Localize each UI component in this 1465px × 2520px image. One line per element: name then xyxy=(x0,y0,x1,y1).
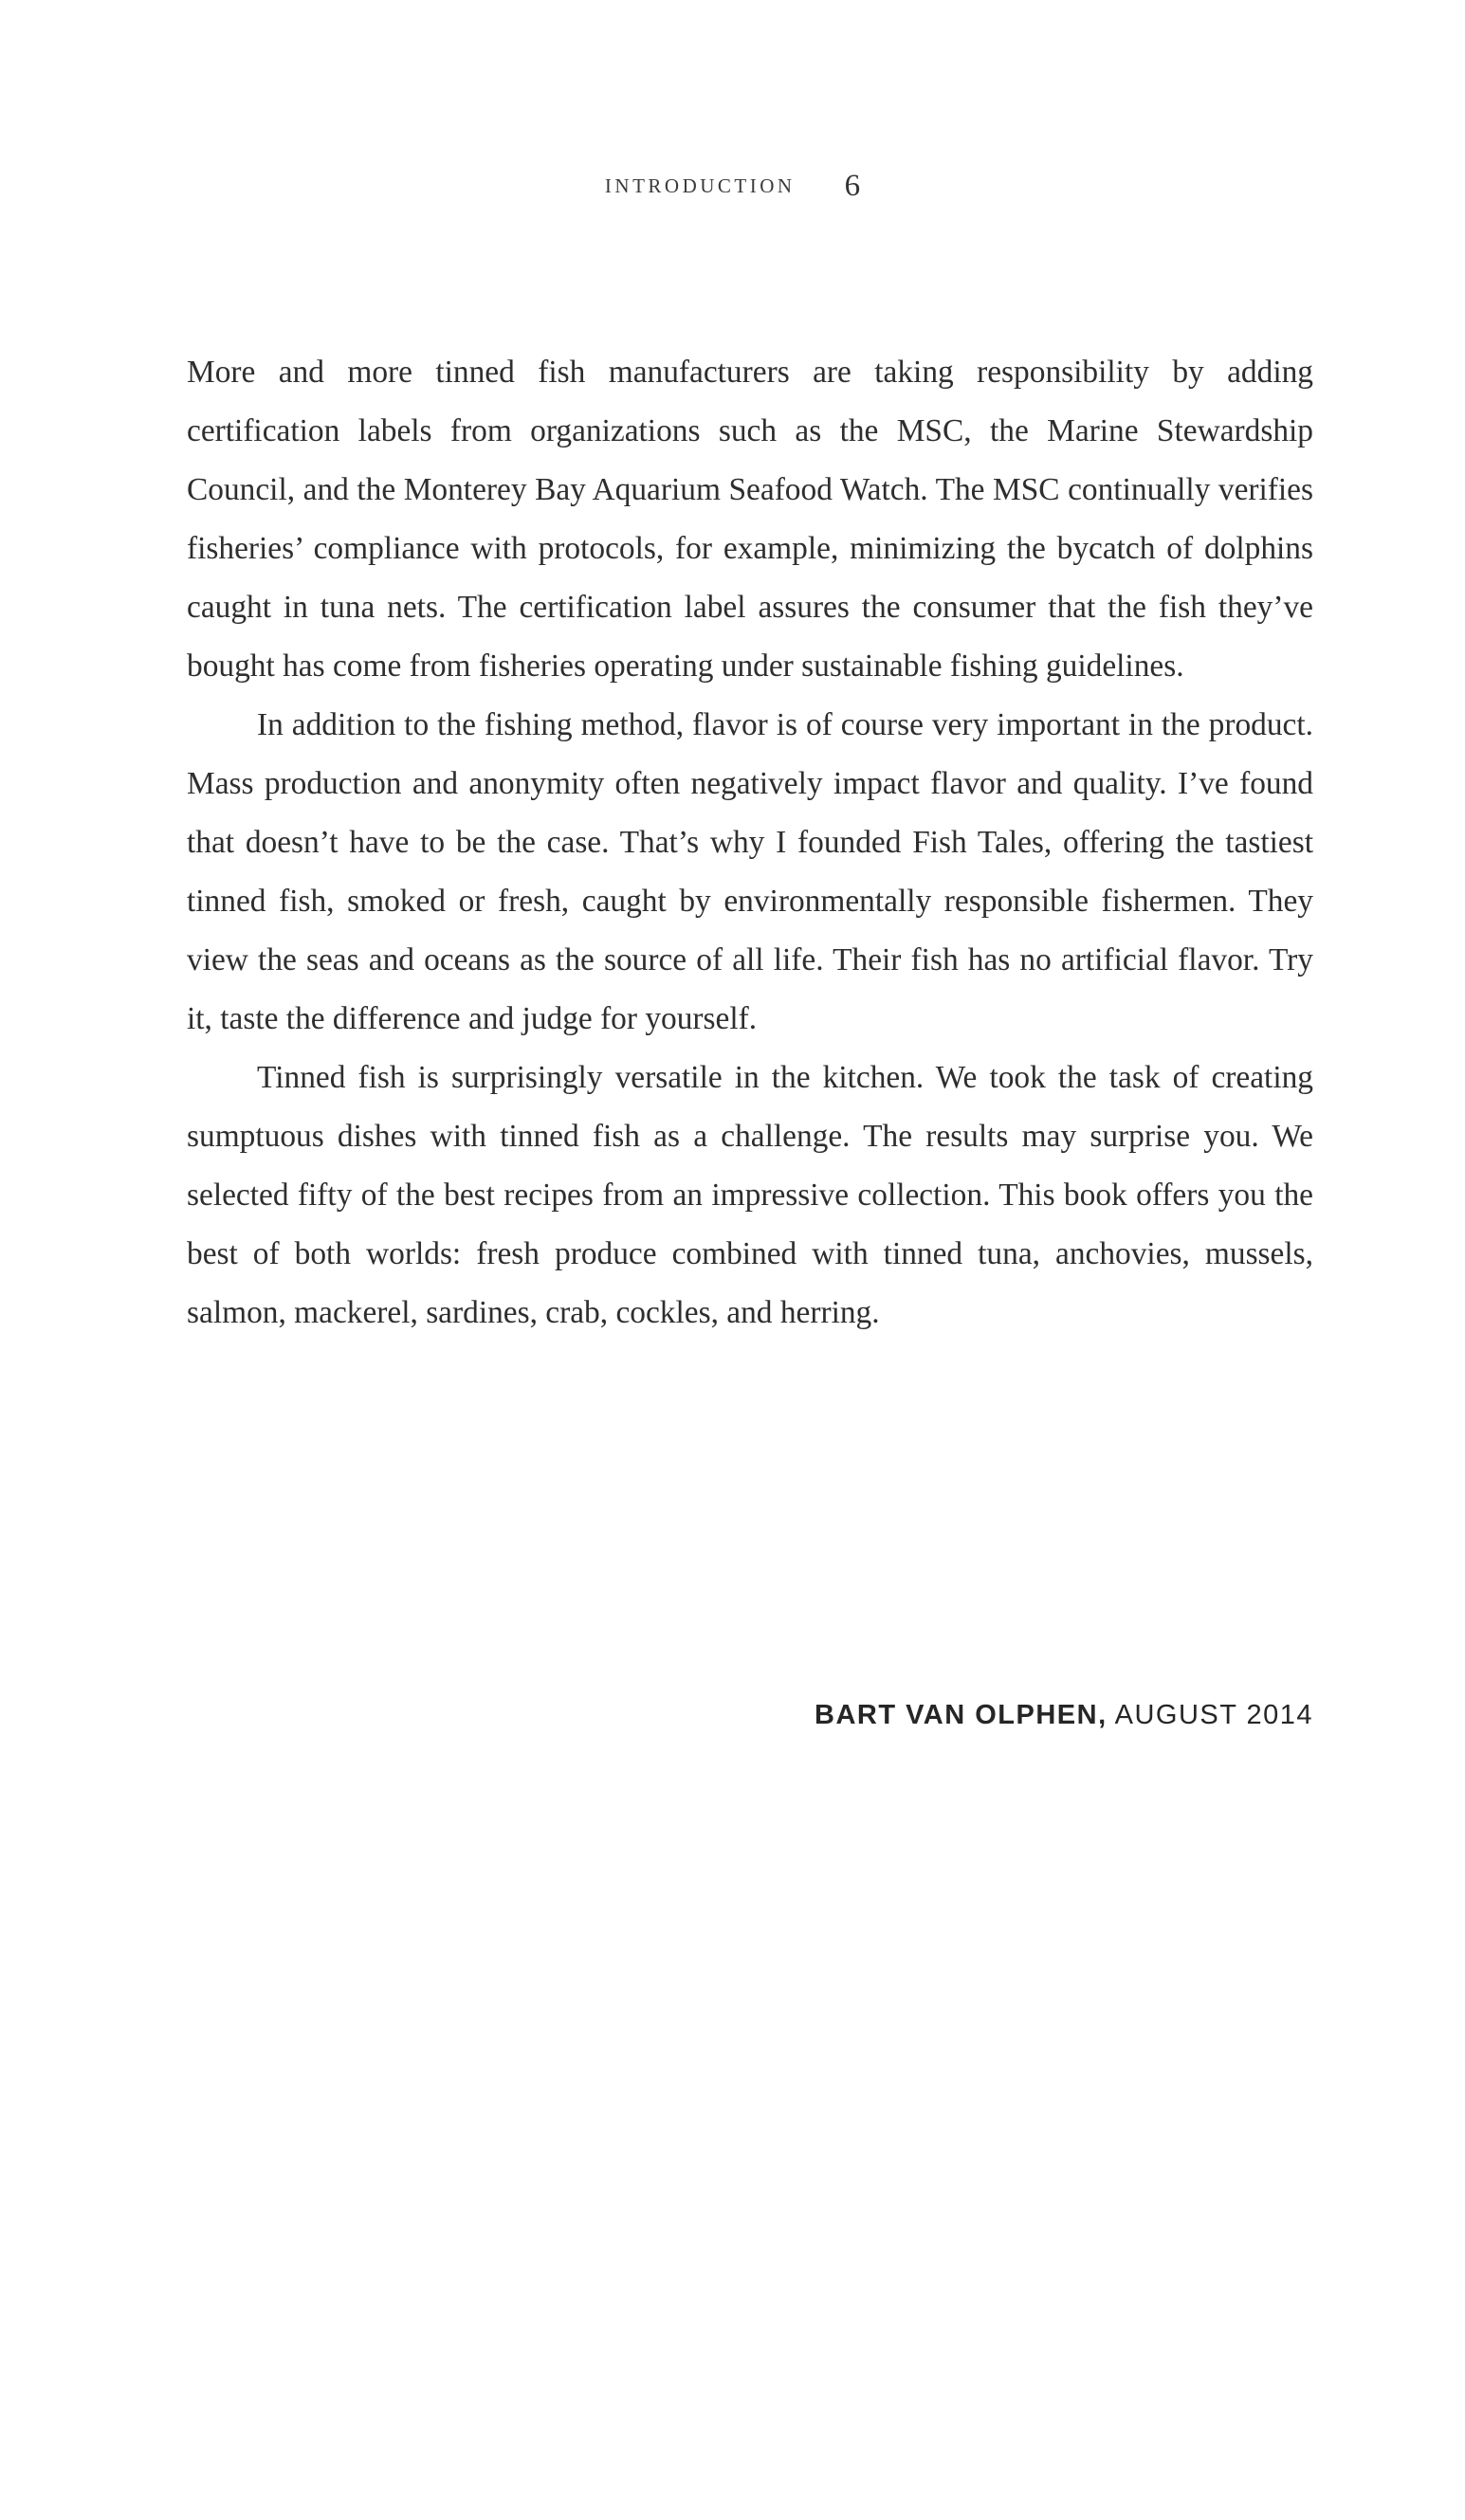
signature xyxy=(815,1700,1313,1731)
page-number: 6 xyxy=(844,169,861,203)
paragraph-2: In addition to the fishing method, flavor is of course very important in the product. Mass production and anonymity often negatively impact flavor and quality. I’ve found that doesn’t have to be the case. That’s why I founded Fish Tales, offering the tastiest tinned fish, smoked or fresh, caught by environmentally responsible fishermen. They view the seas and oceans as the source of all life. Their fish has no artificial flavor. Try it, taste the difference and judge for yourself. xyxy=(187,707,1313,1036)
running-head xyxy=(0,169,1465,204)
paragraph-3: Tinned fish is surprisingly versatile in the kitchen. We took the task of creating sumptuous dishes with tinned fish as a challenge. The results may surprise you. We selected fifty of the best recipes from an impressive collection. This book offers you the best of both worlds: fresh produce combined with tinned tuna, anchovies, mussels, salmon, mackerel, sardines, crab, cockles, and herring. xyxy=(187,1060,1313,1330)
section-name: INTRODUCTION xyxy=(604,174,796,197)
paragraph-1: More and more tinned fish manufacturers are taking responsibility by adding certification labels from organizations such as the MSC, the Marine Stewardship Council, and the Monterey Bay Aquarium Seafood Watch. The MSC continually verifies fisheries’ compliance with protocols, for example, minimizing the bycatch of dolphins caught in tuna nets. The certification label assures the consumer that the fish they’ve bought has come from fisheries operating under sustainable fishing guidelines. xyxy=(187,355,1313,684)
body-text xyxy=(187,343,1313,1342)
signature-date: AUGUST 2014 xyxy=(1114,1700,1313,1730)
signature-author: BART VAN OLPHEN, xyxy=(815,1700,1108,1730)
